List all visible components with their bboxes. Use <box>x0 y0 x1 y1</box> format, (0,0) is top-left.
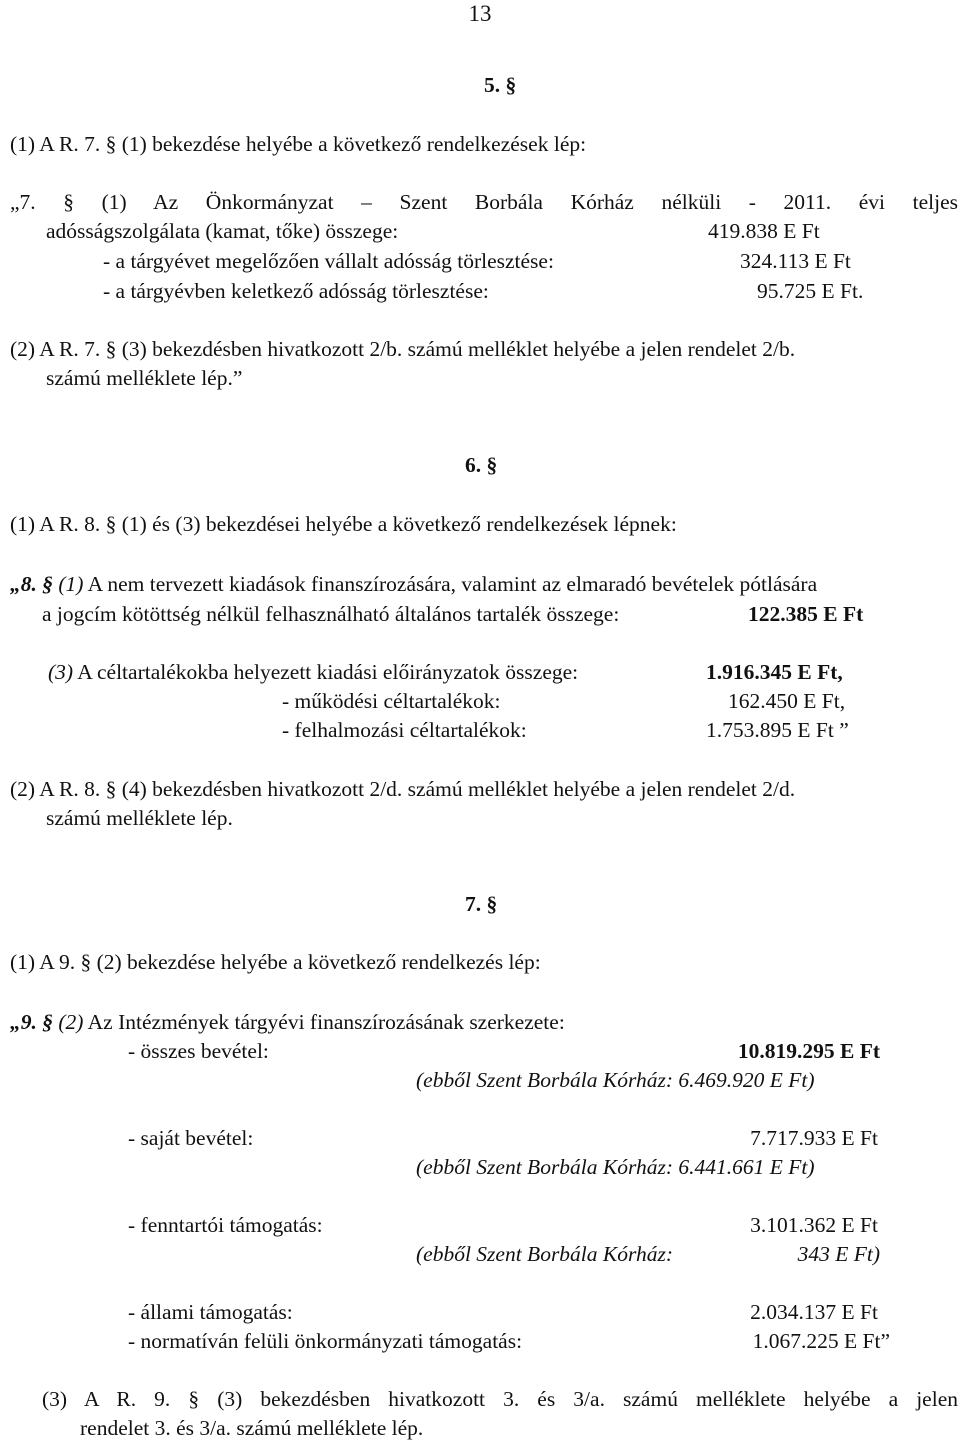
s6-sub3-line <box>48 662 578 684</box>
s7-row-maint-sub-label: (ebből Szent Borbála Kórház: <box>416 1242 674 1266</box>
s7-row-maint-sub-value: 343 E Ft) <box>797 1242 880 1266</box>
s7-para3-line1: (3) A R. 9. § (3) bekezdésben hivatkozott 3. és 3/a. számú melléklete helyébe a jelen <box>42 1387 958 1411</box>
s7-row-total-sub: (ebből Szent Borbála Kórház: 6.469.920 E Ft) <box>416 1068 815 1092</box>
s5-quote-line2-value: 419.838 E Ft <box>708 219 820 243</box>
s6-sub3-label: A céltartalékokba helyezett kiadási előirányzatok összege: <box>77 660 579 684</box>
s6-quote-line2-label: a jogcím kötöttség nélkül felhasználható általános tartalék összege: <box>42 602 620 626</box>
s6-quote-num: (1) <box>58 572 84 596</box>
s7-row-total-label: - összes bevétel: <box>128 1039 269 1063</box>
s5-intro: (1) A R. 7. § (1) bekezdése helyébe a következő rendelkezések lép: <box>10 132 587 156</box>
s7-quote-prefix: „9. § <box>10 1010 53 1034</box>
section-7-heading: 7. § <box>465 892 498 916</box>
s7-row-maint-value: 3.101.362 E Ft <box>750 1213 878 1237</box>
s6-sub3-value: 1.916.345 E Ft, <box>706 660 843 684</box>
s7-row-state-value: 2.034.137 E Ft <box>750 1300 878 1324</box>
s5-quote-line1: „7. § (1) Az Önkormányzat – Szent Borbála Kórház nélküli - 2011. évi teljes <box>10 190 958 214</box>
s6-para2-line2: számú melléklete lép. <box>46 806 233 830</box>
section-6-heading: 6. § <box>465 453 498 477</box>
section-5-heading: 5. § <box>484 73 517 97</box>
s6-sub3-item2-label: - felhalmozási céltartalékok: <box>282 718 527 742</box>
s6-sub3-item1-label: - működési céltartalékok: <box>282 689 501 713</box>
s7-para3-line2: rendelet 3. és 3/a. számú melléklete lép. <box>80 1416 424 1440</box>
s7-row-state-label: - állami támogatás: <box>128 1300 293 1324</box>
s6-quote-prefix: „8. § <box>10 572 53 596</box>
s7-row-maint-label: - fenntartói támogatás: <box>128 1213 323 1237</box>
s6-sub3-item1-value: 162.450 E Ft, <box>728 689 846 713</box>
s7-row-extra-label: - normatíván felüli önkormányzati támogatás: <box>128 1329 523 1353</box>
s5-item2-label: - a tárgyévben keletkező adósság törlesztése: <box>103 279 489 303</box>
s7-intro: (1) A 9. § (2) bekezdése helyébe a következő rendelkezés lép: <box>10 950 541 974</box>
s6-intro: (1) A R. 8. § (1) és (3) bekezdései helyébe a következő rendelkezések lépnek: <box>10 512 677 536</box>
s6-quote-line1-rest: A nem tervezett kiadások finanszírozására, valamint az elmaradó bevételek pótlására <box>87 572 818 596</box>
s6-para2-line1: (2) A R. 8. § (4) bekezdésben hivatkozott 2/d. számú melléklet helyébe a jelen rendelet 2/d. <box>10 777 796 801</box>
s7-row-total-value: 10.819.295 E Ft <box>737 1039 880 1063</box>
s5-item2-value: 95.725 E Ft. <box>757 279 864 303</box>
s7-quote-num: (2) <box>58 1010 84 1034</box>
s5-item1-label: - a tárgyévet megelőzően vállalt adósság törlesztése: <box>103 249 554 273</box>
s5-quote-line2-label: adósságszolgálata (kamat, tőke) összege: <box>46 219 399 243</box>
s5-item1-value: 324.113 E Ft <box>740 249 851 273</box>
s6-quote-line1 <box>10 574 817 596</box>
s5-para2-line2: számú melléklete lép.” <box>46 366 243 390</box>
s7-row-own-value: 7.717.933 E Ft <box>750 1126 878 1150</box>
s7-row-extra-value: 1.067.225 E Ft” <box>752 1329 890 1353</box>
s6-sub3-num: (3) <box>48 660 74 684</box>
s7-row-own-sub: (ebből Szent Borbála Kórház: 6.441.661 E Ft) <box>416 1155 815 1179</box>
s7-row-own-label: - saját bevétel: <box>128 1126 254 1150</box>
s7-quote-rest: Az Intézmények tárgyévi finanszírozásának szerkezete: <box>87 1010 565 1034</box>
s5-para2-line1: (2) A R. 7. § (3) bekezdésben hivatkozott 2/b. számú melléklet helyébe a jelen rendelet 2/b. <box>10 337 796 361</box>
s6-quote-line2-value: 122.385 E Ft <box>748 602 864 626</box>
page-number: 13 <box>468 1 492 26</box>
s6-sub3-item2-value: 1.753.895 E Ft ” <box>706 718 849 742</box>
s7-quote-line <box>10 1012 565 1034</box>
